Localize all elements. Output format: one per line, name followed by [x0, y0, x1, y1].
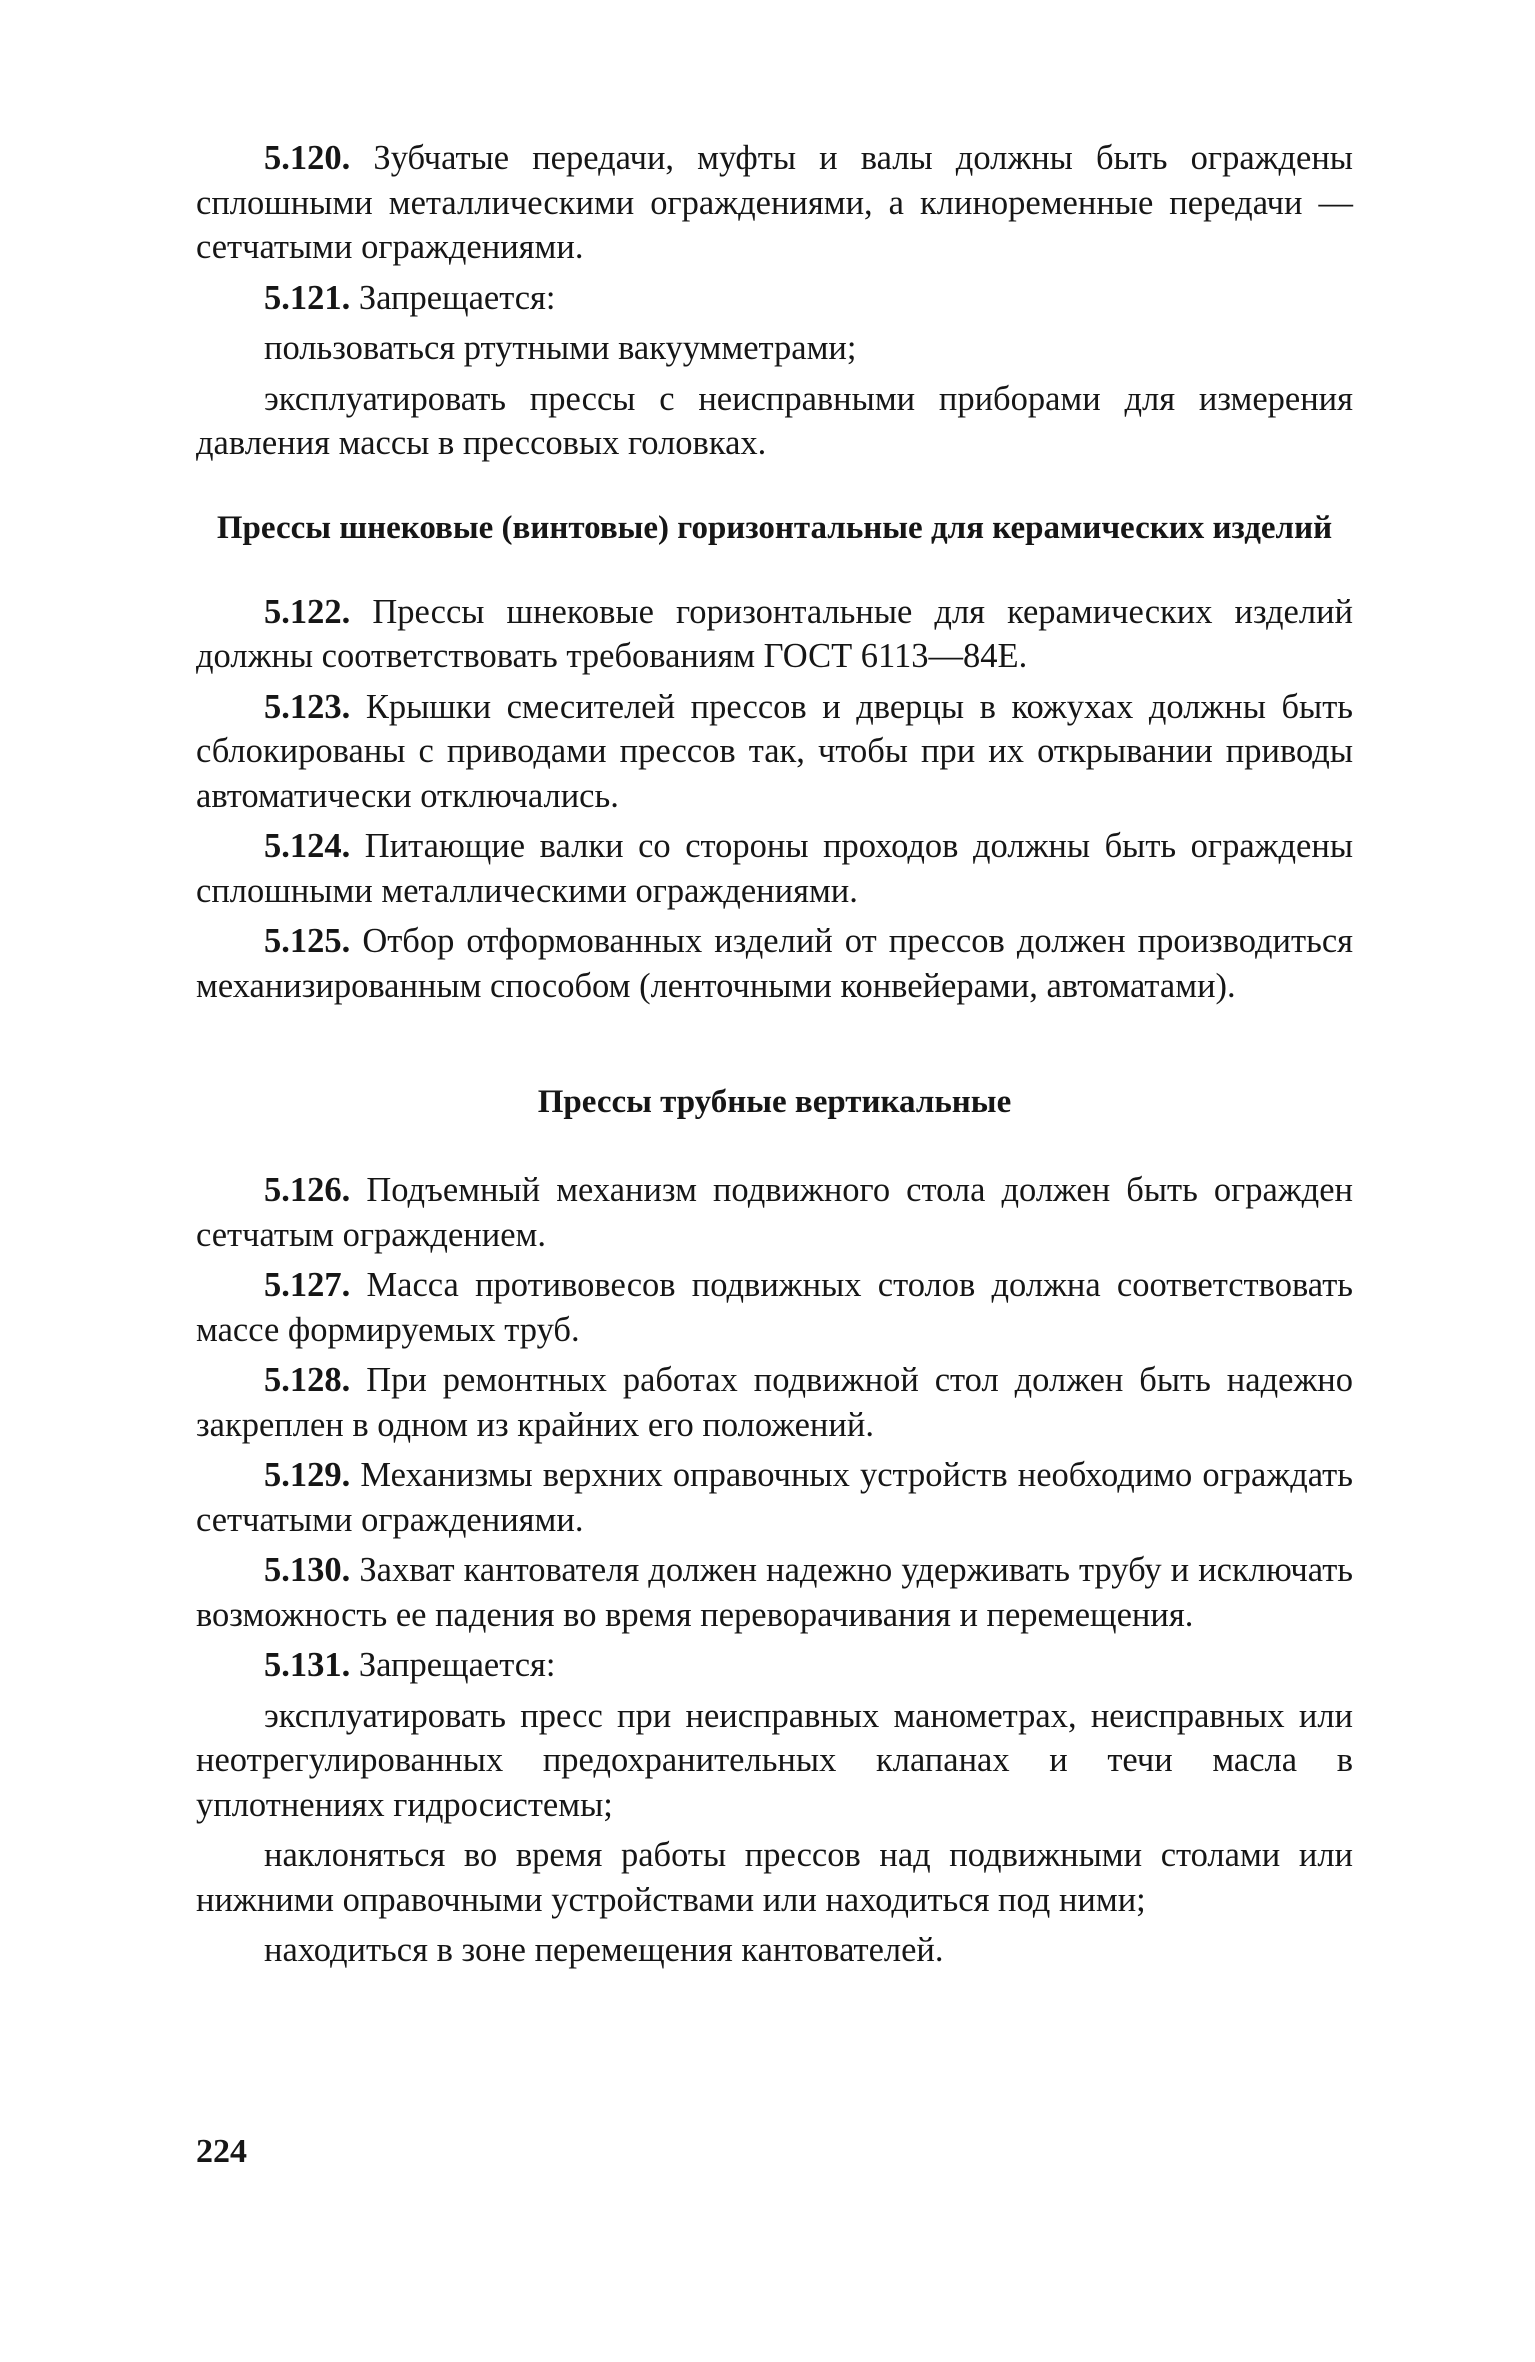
paragraph-5-125: [196, 919, 1353, 1008]
paragraph-5-121: [196, 276, 1353, 321]
paragraph-5-123: [196, 685, 1353, 819]
paragraph-5-128: [196, 1358, 1353, 1447]
paragraph-text: Питающие валки со стороны проходов должны быть ограждены сплошными металлическими ограждениями.: [196, 827, 1353, 910]
paragraph-text: Запрещается:: [358, 278, 556, 317]
paragraph-text: Зубчатые передачи, муфты и валы должны быть ограждены сплошными металлическими ограждениями, а клиноременные передачи — сетчатыми ограждениями.: [196, 139, 1353, 266]
paragraph-text: Подъемный механизм подвижного стола должен быть огражден сетчатым ограждением.: [196, 1171, 1354, 1254]
list-item: эксплуатировать прессы с неисправными приборами для измерения давления массы в прессовых головках.: [196, 379, 1353, 462]
paragraph-5-120: [196, 136, 1353, 270]
paragraph-text: Крышки смесителей прессов и дверцы в кожухах должны быть сблокированы с приводами прессов так, чтобы при их открывании приводы автоматически отключались.: [196, 687, 1354, 815]
paragraph-text: При ремонтных работах подвижной стол должен быть надежно закреплен в одном из крайних его положений.: [196, 1361, 1353, 1444]
paragraph-text: Запрещается:: [358, 1646, 556, 1684]
paragraph-number: 5.128.: [264, 1361, 351, 1399]
paragraph-number: 5.130.: [264, 1551, 351, 1589]
paragraph-number: 5.129.: [264, 1456, 351, 1494]
paragraph-number: 5.120.: [264, 139, 351, 177]
paragraph-text: Прессы шнековые горизонтальные для керамических изделий должны соответствовать требованиям ГОСТ 6113—84Е.: [196, 592, 1354, 675]
section-heading-pipe-presses: Прессы трубные вертикальные: [537, 1084, 1012, 1120]
paragraph-5-130: [196, 1548, 1353, 1637]
paragraph-number: 5.127.: [264, 1266, 351, 1304]
paragraph-number: 5.122.: [264, 592, 351, 631]
paragraph-text: Масса противовесов подвижных столов должна соответствовать массе формируемых труб.: [196, 1266, 1354, 1349]
paragraph-number: 5.125.: [264, 922, 351, 960]
paragraph-number: 5.124.: [264, 827, 351, 865]
paragraph-text: Захват кантователя должен надежно удерживать трубу и исключать возможность ее падения во время переворачивания и перемещения.: [196, 1551, 1354, 1634]
paragraph-5-131: [196, 1643, 1353, 1688]
page-body: [196, 136, 1353, 1979]
paragraph-5-129: [196, 1453, 1353, 1542]
paragraph-text: Отбор отформованных изделий от прессов должен производиться механизированным способом (ленточными конвейерами, автоматами).: [196, 922, 1354, 1005]
list-item: эксплуатировать пресс при неисправных манометрах, неисправных или неотрегулированных предохранительных клапанах и течи масла в уплотнениях гидросистемы;: [196, 1696, 1353, 1824]
paragraph-number: 5.121.: [264, 278, 351, 317]
section-heading-screw-presses: Прессы шнековые (винтовые) горизонтальные для керамических изделий: [216, 509, 1333, 546]
paragraph-text: Механизмы верхних оправочных устройств необходимо ограждать сетчатыми ограждениями.: [196, 1456, 1353, 1539]
list-item: находиться в зоне перемещения кантователей.: [264, 1931, 944, 1969]
paragraph-5-124: [196, 824, 1353, 913]
paragraph-5-127: [196, 1263, 1353, 1352]
page-number: 224: [196, 2133, 247, 2170]
paragraph-number: 5.131.: [264, 1646, 351, 1684]
paragraph-number: 5.126.: [264, 1171, 351, 1209]
list-item: наклоняться во время работы прессов над подвижными столами или нижними оправочными устройствами или находиться под ними;: [196, 1836, 1353, 1919]
paragraph-5-126: [196, 1168, 1353, 1257]
list-item: пользоваться ртутными вакуумметрами;: [264, 329, 857, 367]
paragraph-5-122: [196, 590, 1353, 679]
paragraph-number: 5.123.: [264, 687, 351, 726]
